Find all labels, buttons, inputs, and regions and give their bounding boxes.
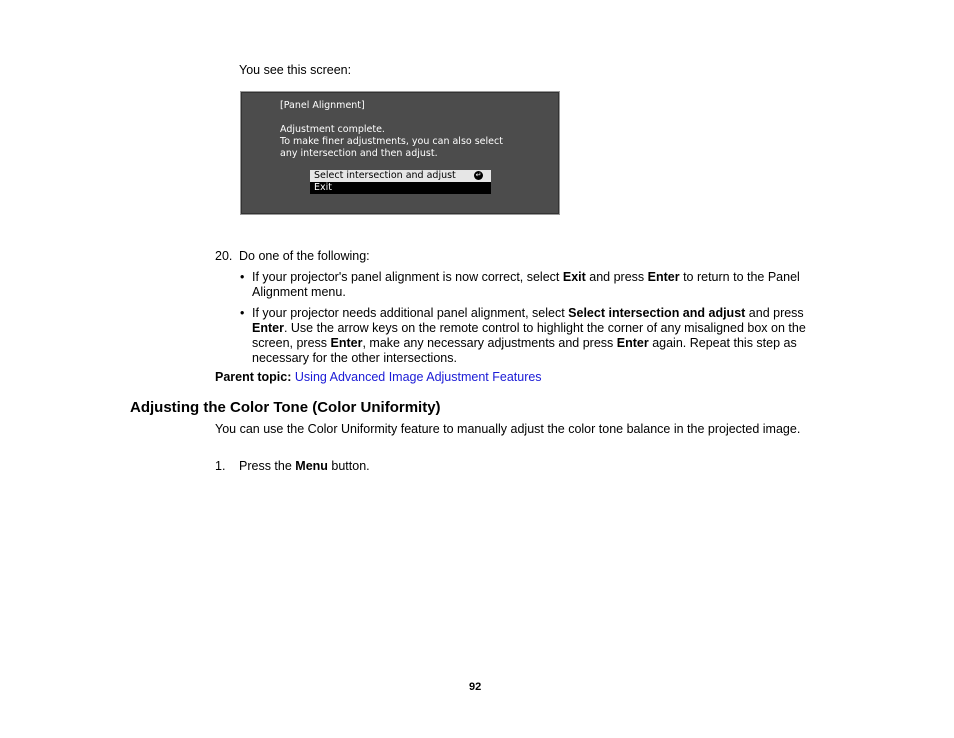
parent-topic-link[interactable]: Using Advanced Image Adjustment Features bbox=[294, 370, 542, 384]
screen-option-2-label: Exit bbox=[314, 182, 332, 193]
parent-topic-label: Parent topic: bbox=[215, 370, 292, 384]
screen-line-2: To make finer adjustments, you can also select bbox=[280, 136, 503, 147]
page-number: 92 bbox=[469, 681, 482, 693]
bullet-text-1: If your projector's panel alignment is now correct, select Exit and press Enter to return to the Panel Alignment menu. bbox=[252, 270, 800, 299]
bullet-mark-2: • bbox=[240, 306, 245, 320]
panel-alignment-screenshot bbox=[240, 91, 560, 215]
parent-topic bbox=[215, 370, 542, 385]
step-text-20: Do one of the following: bbox=[239, 249, 370, 263]
intro-text: You see this screen: bbox=[239, 63, 352, 77]
section-paragraph: You can use the Color Uniformity feature to manually adjust the color tone balance in the projected image. bbox=[215, 422, 801, 436]
bullet-mark-1: • bbox=[240, 270, 245, 284]
enter-icon: ↵ bbox=[475, 171, 482, 179]
screen-title: [Panel Alignment] bbox=[280, 100, 365, 111]
screen-option-exit bbox=[310, 182, 491, 194]
screen-menu bbox=[310, 170, 491, 194]
step-number-1: 1. bbox=[215, 459, 226, 473]
screen-line-3: any intersection and then adjust. bbox=[280, 148, 438, 159]
section-heading: Adjusting the Color Tone (Color Uniformity) bbox=[130, 399, 441, 416]
step-text-1: Press the Menu button. bbox=[239, 459, 370, 473]
bullet-text-2: If your projector needs additional panel alignment, select Select intersection and adjust and press Enter. Use the arrow keys on the remote control to highlight the corner of any misaligned box on the screen, press Enter, make any necessary adjustments and press Enter again. Repeat this step as necessary for the other intersections. bbox=[252, 306, 806, 365]
step-number-20: 20. bbox=[215, 249, 233, 263]
screen-line-1: Adjustment complete. bbox=[280, 124, 385, 135]
screen-option-select-intersection bbox=[310, 170, 491, 182]
screen-option-1-label: Select intersection and adjust bbox=[314, 170, 456, 181]
